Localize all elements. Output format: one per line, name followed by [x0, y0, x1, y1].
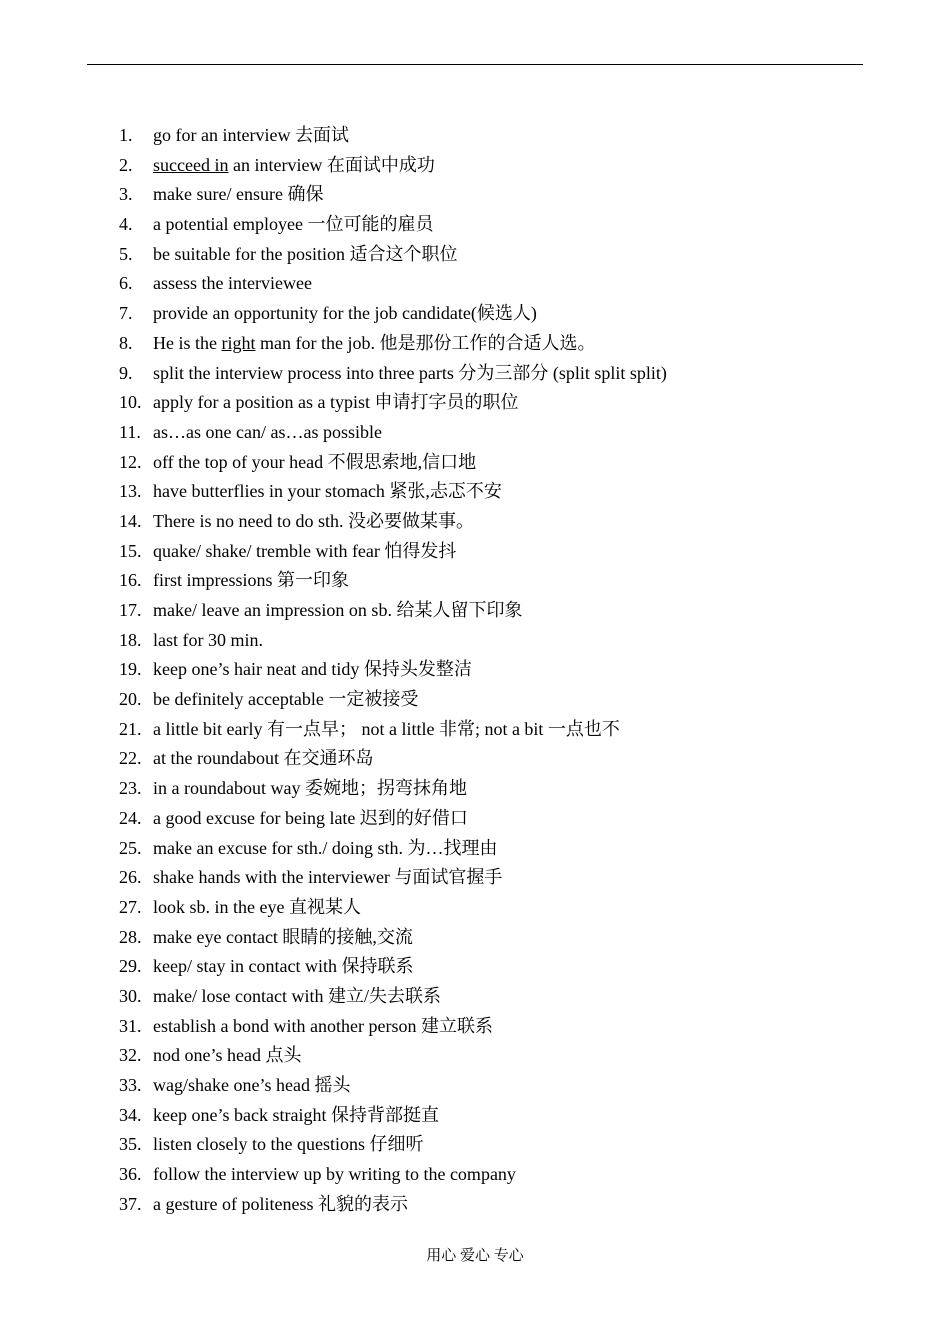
item-number: 3.: [119, 184, 133, 205]
item-number: 4.: [119, 214, 133, 235]
item-text: [153, 744, 373, 774]
item-number: 20.: [119, 689, 142, 710]
item-text: [153, 240, 457, 270]
phrase-segment: have butterflies in your stomach 紧张,忐忑不安: [153, 481, 502, 502]
item-number: 23.: [119, 778, 142, 799]
phrase-segment: make/ lose contact with 建立/失去联系: [153, 985, 441, 1006]
item-number: 26.: [119, 867, 142, 888]
phrase-segment: as…as one can/ as…as possible: [153, 421, 382, 442]
item-text: [153, 448, 476, 478]
phrase-segment: off the top of your head 不假思索地,信口地: [153, 451, 477, 472]
phrase-segment: He is the: [153, 332, 222, 353]
item-text: [153, 834, 497, 864]
phrase-segment: split the interview process into three parts 分为三部分 (split split split): [153, 362, 667, 383]
phrase-segment: keep one’s back straight 保持背部挺直: [153, 1104, 439, 1125]
item-text: [153, 507, 474, 537]
item-text: [153, 952, 413, 982]
phrase-segment: shake hands with the interviewer 与面试官握手: [153, 867, 503, 888]
item-text: [153, 359, 667, 389]
item-number: 19.: [119, 659, 142, 680]
phrase-segment: make eye contact 眼睛的接触,交流: [153, 926, 413, 947]
phrase-segment: a good excuse for being late 迟到的好借口: [153, 807, 468, 828]
item-text: [153, 1130, 423, 1160]
item-text: [153, 655, 472, 685]
item-number: 21.: [119, 718, 142, 739]
phrase-segment: man for the job. 他是那份工作的合适人选。: [255, 332, 596, 353]
phrase-segment: a little bit early 有一点早； not a little 非常; not a bit 一点也不: [153, 718, 620, 739]
phrase-segment: an interview 在面试中成功: [228, 154, 435, 175]
item-number: 7.: [119, 303, 133, 324]
item-number: 13.: [119, 481, 142, 502]
phrase-segment: in a roundabout way 委婉地；拐弯抹角地: [153, 778, 467, 799]
item-number: 33.: [119, 1075, 142, 1095]
phrase-segment: a gesture of politeness 礼貌的表示: [153, 1193, 408, 1214]
item-text: [153, 269, 312, 299]
item-number: 25.: [119, 837, 142, 858]
item-text: [153, 863, 502, 893]
item-text: [153, 685, 418, 715]
phrase-segment: nod one’s head 点头: [153, 1045, 302, 1066]
item-number: 5.: [119, 243, 133, 264]
item-number: 30.: [119, 985, 142, 1006]
phrase-segment: be definitely acceptable 一定被接受: [153, 689, 419, 710]
phrase-segment: apply for a position as a typist 申请打字员的职位: [153, 392, 519, 413]
item-text: [153, 1190, 408, 1220]
item-number: 11.: [119, 421, 141, 442]
phrase-segment: a potential employee 一位可能的雇员: [153, 214, 434, 235]
item-text: [153, 180, 323, 210]
item-text: [153, 388, 518, 418]
item-text: [153, 596, 522, 626]
item-text: [153, 893, 361, 923]
phrase-segment: There is no need to do sth. 没必要做某事。: [153, 510, 474, 531]
item-text: [153, 151, 435, 181]
item-text: [153, 1101, 439, 1131]
phrase-segment: make an excuse for sth./ doing sth. 为…找理由: [153, 837, 498, 858]
phrase-segment: at the roundabout 在交通环岛: [153, 748, 374, 769]
item-text: [153, 626, 263, 656]
phrase-segment: keep/ stay in contact with 保持联系: [153, 956, 414, 977]
phrase-segment: quake/ shake/ tremble with fear 怕得发抖: [153, 540, 457, 561]
phrase-segment: make sure/ ensure 确保: [153, 184, 324, 205]
item-text: [153, 923, 413, 953]
item-number: 2.: [119, 154, 133, 175]
item-number: 36.: [119, 1164, 142, 1185]
item-text: [153, 774, 467, 804]
item-number: 1.: [119, 125, 133, 145]
item-number: 6.: [119, 273, 133, 294]
item-text: [153, 418, 382, 448]
item-number: 15.: [119, 540, 142, 561]
item-text: [153, 477, 502, 507]
phrase-segment: keep one’s hair neat and tidy 保持头发整洁: [153, 659, 472, 680]
item-text: [153, 715, 620, 745]
item-number: 8.: [119, 332, 133, 353]
item-number: 14.: [119, 510, 142, 531]
header-rule: [87, 64, 863, 65]
phrase-segment: provide an opportunity for the job candidate(候选人): [153, 303, 537, 324]
phrase-segment: be suitable for the position 适合这个职位: [153, 243, 458, 264]
item-text: [153, 329, 595, 359]
item-number: 32.: [119, 1045, 142, 1066]
item-text: [153, 210, 433, 240]
item-text: [153, 299, 537, 329]
item-text: [153, 1071, 350, 1101]
phrase-segment: first impressions 第一印象: [153, 570, 349, 591]
item-number: 17.: [119, 600, 142, 620]
item-number: 34.: [119, 1104, 142, 1125]
item-number: 10.: [119, 392, 142, 413]
phrase-segment: make/ leave an impression on sb. 给某人留下印象: [153, 600, 523, 620]
phrase-segment: wag/shake one’s head 摇头: [153, 1075, 351, 1095]
item-text: [153, 566, 349, 596]
phrase-segment: last for 30 min.: [153, 629, 263, 650]
item-number: 9.: [119, 362, 133, 383]
item-text: [153, 1160, 516, 1190]
phrase-segment: go for an interview 去面试: [153, 125, 349, 145]
item-number: 22.: [119, 748, 142, 769]
underlined-phrase: succeed in: [153, 154, 229, 175]
item-text: [153, 537, 456, 567]
item-text: [153, 804, 468, 834]
item-number: 28.: [119, 926, 142, 947]
item-number: 16.: [119, 570, 142, 591]
item-text: [153, 982, 441, 1012]
phrase-segment: assess the interviewee: [153, 273, 312, 294]
underlined-phrase: right: [221, 332, 256, 353]
item-number: 27.: [119, 896, 142, 917]
item-text: [153, 1041, 301, 1071]
phrase-segment: look sb. in the eye 直视某人: [153, 896, 361, 917]
item-number: 37.: [119, 1193, 142, 1214]
item-number: 35.: [119, 1134, 142, 1155]
item-number: 12.: [119, 451, 142, 472]
phrase-segment: follow the interview up by writing to the company: [153, 1164, 516, 1185]
phrase-segment: establish a bond with another person 建立联系: [153, 1015, 493, 1036]
item-text: [153, 1012, 493, 1042]
item-text: [153, 121, 349, 151]
item-number: 29.: [119, 956, 142, 977]
item-number: 18.: [119, 629, 142, 650]
phrase-segment: listen closely to the questions 仔细听: [153, 1134, 424, 1155]
item-number: 24.: [119, 807, 142, 828]
item-number: 31.: [119, 1015, 142, 1036]
page-footer: 用心 爱心 专心: [426, 1248, 524, 1264]
